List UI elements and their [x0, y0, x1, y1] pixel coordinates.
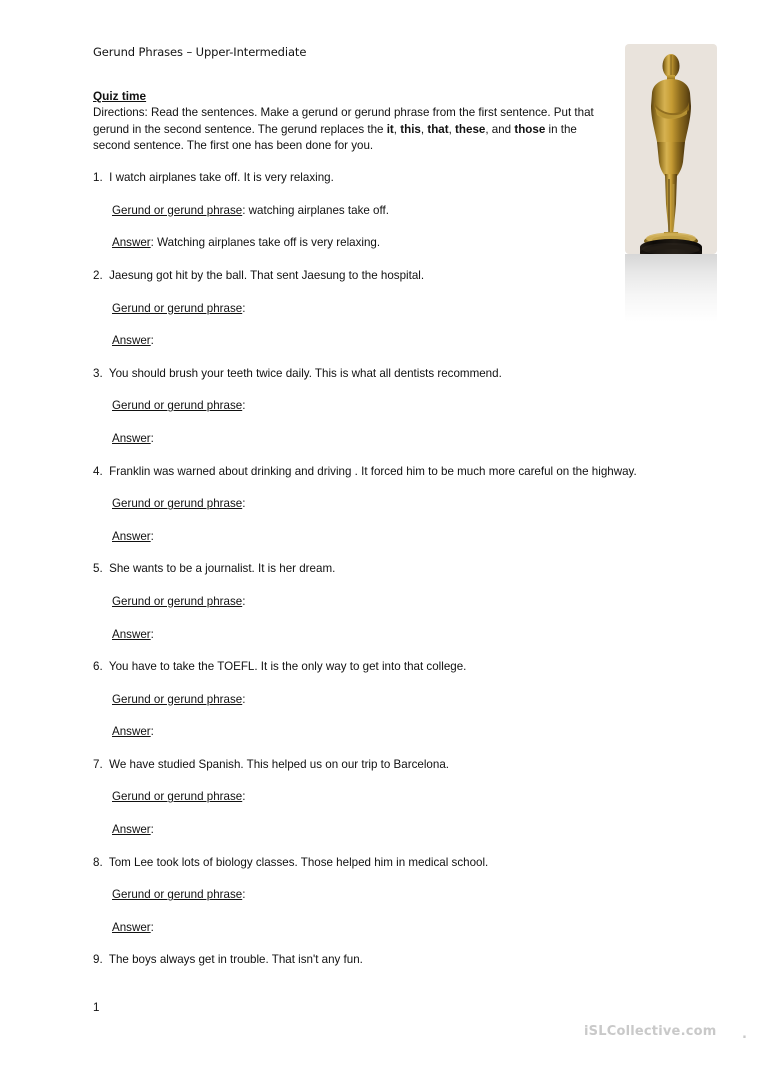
question-number: 3. — [93, 366, 103, 380]
question-number: 8. — [93, 855, 103, 869]
directions-sep2: , — [420, 122, 428, 136]
question-prompt — [93, 268, 653, 284]
answer-label: Answer — [112, 920, 151, 934]
colon: : — [150, 627, 154, 641]
answer-field[interactable] — [112, 724, 653, 740]
spacer — [93, 838, 653, 854]
gerund-answer-field[interactable] — [112, 887, 653, 903]
question-number: 7. — [93, 757, 103, 771]
gerund-answer-field[interactable] — [112, 692, 653, 708]
directions-paragraph — [93, 105, 613, 154]
question-text: You have to take the TOEFL. It is the only way to get into that college. — [108, 660, 467, 674]
answer-label: Answer — [112, 627, 151, 641]
directions-sep4: , and — [485, 122, 515, 136]
gerund-label: Gerund or gerund phrase — [112, 692, 243, 706]
answer-field[interactable] — [112, 529, 653, 545]
spacer — [93, 512, 653, 528]
question-text: She wants to be a journalist. It is her dream. — [109, 562, 336, 576]
page-number: 1 — [93, 1001, 100, 1014]
colon: : — [242, 790, 246, 804]
question-number: 2. — [93, 268, 103, 282]
spacer — [93, 480, 653, 496]
page-title: Gerund Phrases – Upper-Intermediate — [93, 45, 307, 59]
question-block — [93, 349, 653, 447]
spacer — [93, 317, 653, 333]
colon: : — [150, 431, 154, 445]
spacer — [93, 936, 653, 952]
gerund-answer-field[interactable] — [112, 301, 653, 317]
question-number: 6. — [93, 660, 103, 674]
question-block — [93, 447, 653, 545]
spacer — [93, 904, 653, 920]
question-number: 5. — [93, 562, 103, 576]
gerund-answer-field[interactable] — [112, 594, 653, 610]
question-text: Franklin was warned about drinking and driving . It forced him to be much more careful on the highway. — [109, 464, 637, 478]
worksheet-body — [93, 88, 653, 969]
gerund-label: Gerund or gerund phrase — [112, 301, 243, 315]
spacer — [93, 219, 653, 235]
answer-label: Answer — [112, 529, 151, 543]
colon: : — [242, 594, 246, 608]
answer-value: Watching airplanes take off is very relaxing. — [153, 236, 381, 250]
question-prompt — [93, 757, 653, 773]
question-block — [93, 741, 653, 839]
spacer — [93, 610, 653, 626]
question-block — [93, 154, 653, 252]
answer-label: Answer — [112, 334, 151, 348]
directions-sep3: , — [448, 122, 456, 136]
directions-part2: in the second sentence. The first one has been done for you. — [93, 122, 577, 152]
answer-field[interactable] — [112, 333, 653, 349]
question-block — [93, 252, 653, 350]
spacer — [93, 415, 653, 431]
colon: : — [150, 920, 154, 934]
colon: : — [150, 236, 154, 250]
question-block — [93, 936, 653, 969]
spacer — [93, 187, 653, 203]
question-number: 4. — [93, 464, 103, 478]
gerund-label: Gerund or gerund phrase — [112, 888, 243, 902]
question-text: We have studied Spanish. This helped us on our trip to Barcelona. — [109, 757, 449, 771]
question-block — [93, 838, 653, 936]
question-text: Tom Lee took lots of biology classes. Those helped him in medical school. — [108, 855, 489, 869]
question-prompt — [93, 952, 653, 968]
questions-list — [93, 154, 653, 969]
directions-part1: Directions: Read the sentences. Make a gerund or gerund phrase from the first sentence. Put that gerund in the second sentence. The gerund replaces the — [93, 106, 594, 136]
question-prompt — [93, 170, 653, 186]
question-text: You should brush your teeth twice daily. This is what all dentists recommend. — [108, 366, 502, 380]
watermark-islcollective: iSLCollective.com — [584, 1024, 717, 1039]
spacer — [93, 578, 653, 594]
quiz-title-wrap — [93, 88, 653, 105]
gerund-answer-field[interactable] — [112, 398, 653, 414]
question-number: 9. — [93, 953, 103, 967]
question-text: Jaesung got hit by the ball. That sent Jaesung to the hospital. — [109, 268, 425, 282]
quiz-title: Quiz time — [93, 89, 147, 103]
spacer — [93, 284, 653, 300]
colon: : — [242, 497, 246, 511]
spacer — [93, 382, 653, 398]
answer-label: Answer — [112, 431, 151, 445]
directions-sep1: , — [393, 122, 401, 136]
gerund-label: Gerund or gerund phrase — [112, 594, 243, 608]
directions-bold-it: it — [386, 122, 394, 136]
gerund-answer-field[interactable] — [112, 789, 653, 805]
colon: : — [242, 888, 246, 902]
answer-label: Answer — [112, 725, 151, 739]
spacer — [93, 773, 653, 789]
spacer — [93, 871, 653, 887]
colon: : — [150, 725, 154, 739]
answer-label: Answer — [112, 823, 151, 837]
question-prompt — [93, 855, 653, 871]
question-text: The boys always get in trouble. That isn't any fun. — [108, 953, 363, 967]
colon: : — [242, 301, 246, 315]
gerund-answer-field[interactable] — [112, 496, 653, 512]
question-text: I watch airplanes take off. It is very relaxing. — [109, 171, 334, 185]
spacer — [93, 252, 653, 268]
question-prompt — [93, 464, 653, 480]
answer-field[interactable] — [112, 822, 653, 838]
colon: : — [242, 203, 246, 217]
watermark-dot: . — [742, 1027, 747, 1042]
spacer — [93, 806, 653, 822]
gerund-value: watching airplanes take off. — [245, 203, 389, 217]
spacer — [93, 741, 653, 757]
answer-field[interactable] — [112, 235, 653, 251]
answer-field[interactable] — [112, 627, 653, 643]
spacer — [93, 545, 653, 561]
directions-bold-this: this — [400, 122, 421, 136]
colon: : — [150, 529, 154, 543]
answer-field[interactable] — [112, 431, 653, 447]
spacer — [93, 349, 653, 365]
gerund-label: Gerund or gerund phrase — [112, 790, 243, 804]
spacer — [93, 447, 653, 463]
spacer — [93, 708, 653, 724]
question-prompt — [93, 659, 653, 675]
spacer — [93, 154, 653, 170]
question-number: 1. — [93, 171, 103, 185]
spacer — [93, 675, 653, 691]
directions-bold-these: these — [455, 122, 486, 136]
question-prompt — [93, 366, 653, 382]
question-prompt — [93, 561, 653, 577]
answer-field[interactable] — [112, 920, 653, 936]
directions-bold-that: that — [427, 122, 449, 136]
question-block — [93, 545, 653, 643]
spacer — [93, 643, 653, 659]
gerund-label: Gerund or gerund phrase — [112, 203, 243, 217]
gerund-label: Gerund or gerund phrase — [112, 399, 243, 413]
colon: : — [150, 823, 154, 837]
colon: : — [242, 692, 246, 706]
gerund-label: Gerund or gerund phrase — [112, 497, 243, 511]
directions-bold-those: those — [514, 122, 546, 136]
answer-label: Answer — [112, 236, 151, 250]
colon: : — [242, 399, 246, 413]
gerund-answer-field[interactable] — [112, 203, 653, 219]
colon: : — [150, 334, 154, 348]
question-block — [93, 643, 653, 741]
